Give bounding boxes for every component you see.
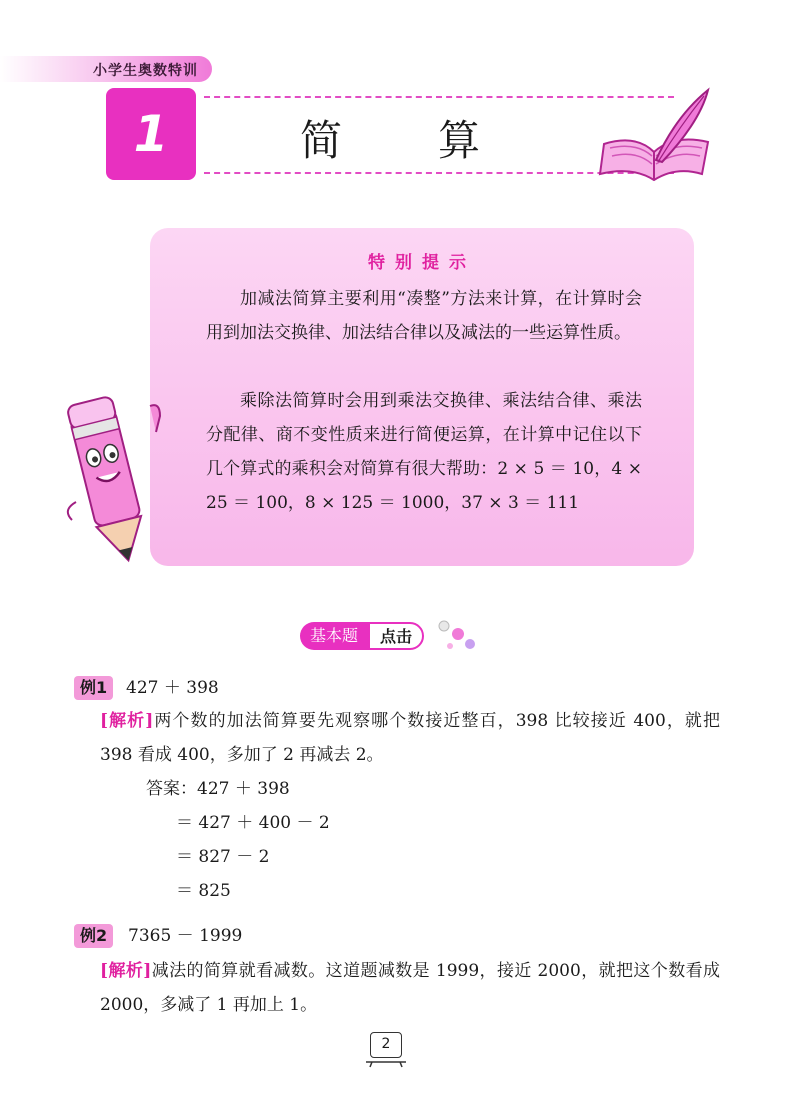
- chapter-title-char: 简: [300, 116, 343, 165]
- answer-step: ＝ 827 － 2: [176, 847, 270, 867]
- answer-step: ＝ 825: [176, 881, 231, 901]
- example-question: 427 ＋ 398: [126, 678, 219, 698]
- series-title: 小学生奥数特训: [93, 63, 198, 79]
- example-label: 例1: [74, 676, 113, 700]
- example-label: 例2: [74, 924, 113, 948]
- bubbles-icon: [436, 616, 480, 656]
- chapter-title: [300, 108, 480, 168]
- section-badge-sub: 点击: [368, 622, 424, 650]
- section-badge-main: 基本题: [300, 622, 368, 650]
- example-analysis: [100, 704, 720, 772]
- chapter-number-box: [106, 88, 196, 180]
- tip-paragraph: 乘除法简算时会用到乘法交换律、乘法结合律、乘法分配律、商不变性质来进行简便运算，在计算中记住以下几个算式的乘积会对简算有很大帮助：2 × 5 ＝ 10，4 × 25 ＝ 100，8 × 125 ＝ 1000，37 × 3 ＝ 111: [206, 391, 642, 513]
- answer-step: ＝ 427 ＋ 400 － 2: [176, 813, 330, 833]
- section-badge: [300, 622, 424, 650]
- tip-title: 特别提示: [368, 253, 476, 273]
- page-stand-icon: [364, 1060, 408, 1068]
- answer-step: 427 ＋ 398: [197, 779, 290, 799]
- analysis-text: 两个数的加法简算要先观察哪个数接近整百，398 比较接近 400，就把 398 看成 400，多加了 2 再减去 2。: [100, 711, 721, 765]
- chapter-number: 1: [133, 105, 169, 163]
- pencil-mascot-icon: [56, 392, 168, 572]
- answer-prefix: 答案：: [146, 779, 197, 799]
- analysis-tag: [解析]: [100, 961, 152, 981]
- tip-box: [150, 228, 694, 566]
- book-quill-icon: [596, 86, 716, 186]
- chapter-title-char: 算: [437, 116, 480, 165]
- answer-line: [146, 772, 290, 806]
- analysis-tag: [解析]: [100, 711, 154, 731]
- example-question: 7365 － 1999: [128, 926, 243, 946]
- example-analysis: [100, 954, 720, 1022]
- tip-paragraph: 加减法简算主要利用“凑整”方法来计算，在计算时会用到加法交换律、加法结合律以及减法的一些运算性质。: [206, 289, 642, 343]
- series-tab: [0, 56, 212, 82]
- analysis-text: 减法的简算就看减数。这道题减数是 1999，接近 2000，就把这个数看成 2000，多减了 1 再加上 1。: [100, 961, 720, 1015]
- page-number: 2: [370, 1032, 402, 1058]
